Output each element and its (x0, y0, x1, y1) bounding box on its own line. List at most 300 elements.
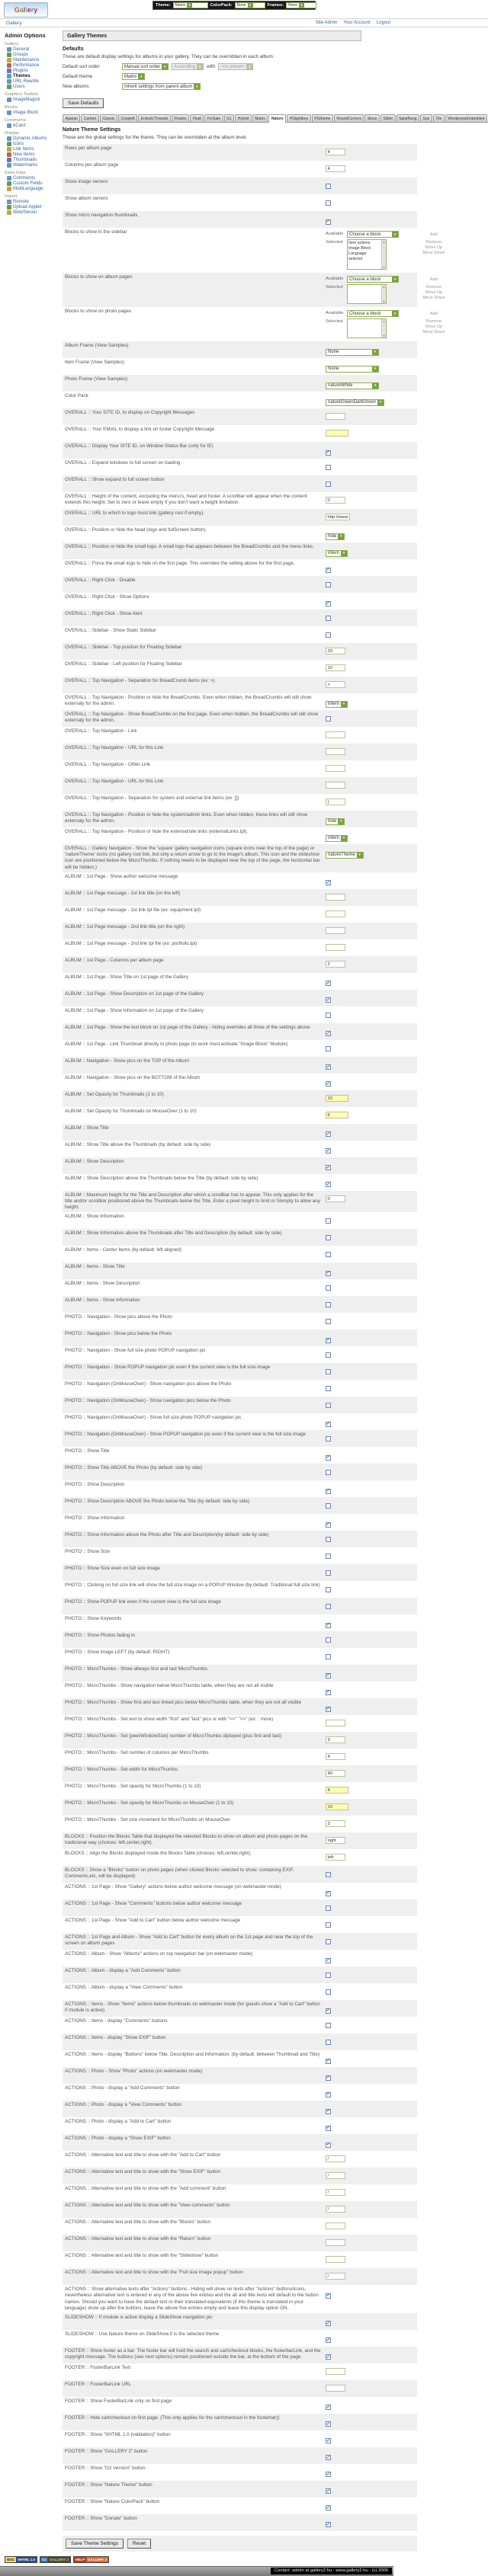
checkbox-unchecked[interactable] (326, 1319, 331, 1324)
dropdown-hide[interactable] (326, 533, 345, 540)
topbar-select-theme[interactable] (173, 2, 208, 8)
tab-splatrang[interactable]: SplatRang (396, 114, 419, 122)
sidebar-item-custom-fields[interactable] (7, 181, 58, 186)
setting-control (326, 645, 415, 658)
settings-row (63, 610, 417, 626)
settings-row (63, 1950, 417, 1966)
sidebar-item-thumbnails[interactable] (7, 158, 58, 162)
setting-label: OVERALL :: Top Navigation - Separation for system and external link items (ex: []) (65, 795, 239, 801)
checkbox-checked[interactable]: ✔ (326, 1522, 331, 1528)
settings-row (63, 794, 417, 811)
dropdown-value: None (328, 350, 339, 354)
scroll-up-icon[interactable]: ▲ (382, 240, 386, 244)
dropdown-none[interactable] (326, 349, 379, 356)
setting-control (326, 874, 415, 888)
theme-tabs (63, 114, 488, 123)
text-input[interactable]: / (326, 2172, 345, 2179)
checkbox-unchecked[interactable] (326, 582, 331, 587)
sidebar-item-new-items[interactable] (7, 152, 58, 157)
text-input[interactable] (326, 2385, 345, 2392)
checkbox-unchecked[interactable] (326, 1302, 331, 1307)
settings-row (63, 1899, 417, 1916)
dropdown-no-preset[interactable] (218, 63, 253, 70)
checkbox-checked[interactable]: ✔ (326, 2075, 331, 2081)
checkbox-unchecked[interactable] (326, 1503, 331, 1509)
checkbox-checked[interactable]: ✔ (326, 2488, 331, 2494)
setting-control (326, 2203, 415, 2216)
sidebar-item-performance[interactable] (7, 63, 58, 68)
setting-control (326, 274, 445, 306)
remove-block-link[interactable]: Remove (425, 285, 442, 290)
sidebar-item-groups[interactable] (7, 53, 58, 57)
setting-label: OVERALL :: Top Navigation - Position or hide the system/admin links. Even when hidden, these links will still show externaly for the admin. (65, 812, 308, 824)
sidebar-item-plugins[interactable] (7, 69, 58, 73)
move-up-link[interactable]: Move Up (425, 290, 442, 295)
checkbox-unchecked[interactable] (326, 1470, 331, 1475)
sidebar-item-ecard[interactable] (7, 123, 58, 128)
text-input[interactable] (326, 2368, 345, 2375)
checkbox-checked[interactable]: ✔ (326, 1673, 331, 1678)
topbar-label-colorpack: ColorPack: (210, 3, 233, 8)
sidebar-item-imagemagick[interactable] (7, 98, 58, 102)
checkbox-unchecked[interactable] (326, 1604, 331, 1609)
checkbox-unchecked[interactable] (326, 1906, 331, 1911)
setting-label: ACTIONS :: Alternative text and title to show with the "Add to Cart" button (65, 2152, 221, 2158)
tab-pgtheme[interactable]: PGtheme (312, 114, 333, 122)
dropdown-manual-sort-order[interactable] (122, 63, 169, 70)
checkbox-unchecked[interactable] (326, 1046, 331, 1051)
checkbox-unchecked[interactable] (326, 1554, 331, 1559)
dropdown-choose-a-block[interactable] (347, 276, 399, 283)
setting-label: PHOTO :: Show Title (65, 1448, 110, 1454)
checkbox-checked[interactable]: ✔ (326, 2438, 331, 2443)
checkbox-unchecked[interactable] (326, 1369, 331, 1374)
dropdown-intern[interactable] (326, 701, 348, 708)
checkbox-unchecked[interactable] (326, 1403, 331, 1408)
sidebar-item-themes[interactable] (7, 74, 58, 78)
footer-badge-gallery-2[interactable] (40, 2556, 71, 2563)
sidebar-item-link-items[interactable] (7, 147, 58, 152)
text-input[interactable]: 3 (326, 1820, 345, 1827)
link-your-account[interactable]: Your Account (343, 21, 371, 25)
checkbox-checked[interactable]: ✔ (326, 1690, 331, 1695)
text-input[interactable]: right (326, 1837, 345, 1844)
text-input[interactable]: 10 (326, 1095, 348, 1102)
tab-eclecticthreads[interactable]: EclecticThreads (138, 114, 171, 122)
sidebar-item-comments[interactable] (7, 176, 58, 181)
checkbox-checked[interactable]: ✔ (326, 2405, 331, 2410)
checkbox-unchecked[interactable] (326, 1218, 331, 1224)
checkbox-checked[interactable]: ✔ (326, 1707, 331, 1712)
text-input[interactable]: | (326, 798, 345, 805)
defaults-fields (63, 63, 488, 90)
checkbox-checked[interactable]: ✔ (326, 1422, 331, 1427)
text-input[interactable] (326, 910, 345, 917)
tab-slider[interactable]: Slider (380, 114, 396, 122)
setting-label: OVERALL :: Show expand to full screen button (65, 477, 165, 482)
text-input[interactable]: 4 (326, 1753, 345, 1760)
settings-row (63, 1074, 417, 1090)
thumbnails-icon (7, 158, 11, 162)
tab-sun[interactable]: Sun (420, 114, 432, 122)
text-input[interactable]: 4 (326, 165, 345, 172)
sidebar-item-multilanguage[interactable] (7, 187, 58, 191)
text-input[interactable]: 0 (326, 497, 345, 504)
text-input[interactable]: 40 (326, 1770, 345, 1777)
dropdown-none[interactable] (326, 366, 379, 373)
checkbox-checked[interactable]: ✔ (326, 2505, 331, 2510)
tab-wordpressembedded[interactable]: WordpressEmbedded (445, 114, 487, 122)
text-input[interactable]: 6 (326, 1112, 348, 1118)
setting-label: ACTIONS :: Items - display "Comments" buttons (65, 2018, 168, 2024)
checkbox-checked[interactable]: ✔ (326, 1165, 331, 1170)
checkbox-checked[interactable]: ✔ (326, 2293, 331, 2299)
save-defaults-button[interactable]: Save Defaults (63, 98, 104, 108)
setting-control (326, 795, 415, 809)
checkbox-checked[interactable]: ✔ (326, 2338, 331, 2343)
checkbox-checked[interactable]: ✔ (326, 1031, 331, 1036)
settings-row (63, 2330, 417, 2347)
tab-fluid[interactable]: Fluid (190, 114, 204, 122)
tab-matrix[interactable]: Matrix (252, 114, 268, 122)
sidebar-item-url-rewrite[interactable] (7, 79, 58, 84)
sidebar-item-maintenance[interactable] (7, 58, 58, 62)
dropdown-naturetheme[interactable] (326, 852, 364, 859)
settings-row (63, 358, 417, 375)
checkbox-unchecked[interactable] (326, 1939, 331, 1944)
sidebar-item-dynamic-albums[interactable] (7, 136, 58, 141)
dropdown-ascending[interactable] (172, 63, 204, 70)
checkbox-checked[interactable]: ✔ (326, 2092, 331, 2098)
checkbox-unchecked[interactable] (326, 1989, 331, 1995)
badge-right-text: GALLERY 2 (87, 2557, 107, 2562)
tab-tile[interactable]: Tile (433, 114, 445, 122)
checkbox-checked[interactable]: ✔ (326, 1148, 331, 1154)
text-input[interactable]: / (326, 2155, 345, 2162)
checkbox-unchecked[interactable] (326, 184, 331, 189)
checkbox-unchecked[interactable] (326, 2023, 331, 2028)
blocks-selected-row (326, 318, 445, 338)
text-input[interactable] (326, 748, 345, 755)
gallery-logo[interactable] (4, 2, 48, 18)
checkbox-unchecked[interactable] (326, 1570, 331, 1576)
move-up-link[interactable]: Move Up (425, 245, 442, 250)
setting-label: ALBUM :: Show Description (65, 1158, 124, 1164)
settings-row (63, 1866, 417, 1883)
settings-row (63, 2447, 417, 2464)
checkbox-checked[interactable]: ✔ (326, 2142, 331, 2148)
text-input[interactable]: http://www (326, 514, 350, 520)
text-input[interactable] (326, 413, 345, 420)
sidebar-item-general[interactable] (7, 47, 58, 52)
tab-roundcorners[interactable]: RoundCorners (334, 114, 364, 122)
dropdown-intern[interactable] (326, 835, 348, 842)
topbar-select-colorpack[interactable] (235, 2, 265, 8)
setting-label: ALBUM :: Maximum height for the Title and Description after which a scrollbar has to appear. This only applies for the title and/or scrollbar positioned above the Thumbnails below the Title. Enter a pixel height to limit or 0/empty to allow any height. (65, 1192, 320, 1211)
settings-row (63, 811, 417, 827)
settings-row (63, 1782, 417, 1799)
checkbox-checked[interactable]: ✔ (326, 1182, 331, 1187)
checkbox-unchecked[interactable] (326, 200, 331, 206)
tab-copyleft[interactable]: Copyleft (118, 114, 137, 122)
scroll-down-icon[interactable]: ▼ (382, 334, 386, 338)
upload-applet-icon (7, 205, 11, 210)
text-input[interactable]: 9 (326, 1736, 345, 1743)
dropdown-matrix[interactable] (122, 73, 145, 80)
checkbox-checked[interactable]: ✔ (326, 601, 331, 606)
checkbox-unchecked[interactable] (326, 1013, 331, 1018)
scroll-down-icon[interactable]: ▼ (382, 299, 386, 303)
tab-pglightbox[interactable]: PGlightbox (287, 114, 310, 122)
checkbox-checked[interactable]: ✔ (326, 880, 331, 885)
checkbox-checked[interactable]: ✔ (326, 1455, 331, 1461)
setting-control (326, 360, 415, 373)
add-block-link[interactable]: Add (430, 312, 438, 316)
text-input[interactable] (326, 765, 345, 772)
checkbox-unchecked[interactable] (326, 1252, 331, 1257)
groups-icon (7, 53, 11, 57)
tab-hybrid[interactable]: Hybrid (235, 114, 251, 122)
checkbox-checked[interactable]: ✔ (326, 568, 331, 572)
setting-control (326, 2119, 415, 2133)
text-input[interactable] (326, 927, 345, 934)
list-item[interactable]: Image Block (348, 246, 371, 251)
move-up-link[interactable]: Move Up (425, 325, 442, 329)
text-input[interactable]: > (326, 681, 345, 688)
setting-label: ACTIONS :: Alternative text and title to show with the "Full size image popup" button (65, 2270, 243, 2276)
footer-badge-xhtml-1-0[interactable] (5, 2556, 37, 2563)
list-item[interactable]: Language selector (348, 251, 367, 262)
setting-label: ACTIONS :: Photo - display a "View Comments" button (65, 2102, 182, 2108)
checkbox-unchecked[interactable] (326, 1637, 331, 1643)
checkbox-checked[interactable]: ✔ (326, 1891, 331, 1896)
tab-classic[interactable]: Classic (100, 114, 117, 122)
checkbox-checked[interactable]: ✔ (326, 1064, 331, 1070)
tab-nature[interactable]: Nature (268, 114, 286, 123)
sidebar-item-image-block[interactable] (7, 110, 58, 115)
link-logout[interactable]: Logout (376, 21, 390, 25)
sidebar-item-upload-applet[interactable] (7, 205, 58, 210)
dropdown-naturegreendarkgreen[interactable] (326, 399, 384, 406)
checkbox-unchecked[interactable] (326, 1352, 331, 1358)
dropdown-choose-a-block[interactable] (347, 310, 399, 317)
selected-blocks-list[interactable] (347, 239, 387, 270)
tab-siriux[interactable]: Siriux (364, 114, 380, 122)
dropdown-hide[interactable] (326, 818, 345, 825)
setting-control (326, 477, 415, 491)
remove-block-link[interactable]: Remove (425, 319, 442, 324)
dropdown-choose-a-block[interactable] (347, 231, 399, 238)
text-input[interactable] (326, 944, 345, 951)
dropdown-naturewhite[interactable] (326, 382, 379, 389)
listbox-scrollbar[interactable] (381, 319, 386, 338)
settings-row (63, 1933, 417, 1950)
add-block-link[interactable]: Add (430, 232, 438, 237)
text-input[interactable] (326, 894, 345, 901)
tab-floatrix[interactable]: Floatrix (172, 114, 189, 122)
checkbox-unchecked[interactable] (326, 1587, 331, 1592)
text-input[interactable]: 4 (326, 1787, 348, 1794)
checkbox-checked[interactable]: ✔ (326, 981, 331, 986)
checkbox-checked[interactable]: ✔ (326, 2321, 331, 2326)
checkbox-unchecked[interactable] (326, 616, 331, 621)
checkbox-unchecked[interactable] (326, 1235, 331, 1240)
setting-control (326, 1851, 415, 1864)
checkbox-unchecked[interactable] (326, 2040, 331, 2045)
remove-block-link[interactable]: Remove (425, 240, 442, 245)
sidebar-item-remote[interactable] (7, 200, 58, 204)
checkbox-checked[interactable]: ✔ (326, 2059, 331, 2064)
checkbox-unchecked[interactable] (326, 1922, 331, 1928)
list-item[interactable]: Item actions (348, 241, 371, 245)
checkbox-checked[interactable]: ✔ (326, 2008, 331, 2014)
checkbox-checked[interactable]: ✔ (326, 1958, 331, 1963)
dropdown-inherit-settings-from-parent-album[interactable] (122, 83, 201, 90)
text-input[interactable]: 4 (326, 149, 345, 155)
setting-label: PHOTO :: Navigation - Show POPUP navigation pic even if the current view is the full size image (65, 1365, 271, 1371)
checkbox-checked[interactable]: ✔ (326, 1489, 331, 1494)
text-input[interactable]: / (326, 2206, 345, 2213)
text-input[interactable] (326, 1720, 345, 1726)
move-down-link[interactable]: Move Down (422, 330, 445, 334)
setting-control (326, 1214, 415, 1227)
topbar-select-frames[interactable] (286, 2, 316, 8)
setting-control (326, 661, 415, 675)
settings-row (63, 392, 417, 408)
text-input[interactable]: / (326, 2273, 345, 2280)
scroll-up-icon[interactable]: ▲ (382, 285, 386, 289)
setting-label: ACTIONS :: Alternative text and title to show with the "Show EXIF" button (65, 2169, 220, 2175)
listbox-scrollbar[interactable] (381, 285, 386, 303)
setting-label: ALBUM :: 1st Page - Link Thumbnail directly to photo page (to work must activate "Image Block" Module) (65, 1041, 288, 1047)
checkbox-unchecked[interactable] (326, 1285, 331, 1291)
tab-carbon[interactable]: Carbon (81, 114, 98, 122)
checkbox-checked[interactable]: ✔ (326, 450, 331, 455)
scroll-up-icon[interactable]: ▲ (382, 319, 386, 323)
text-input[interactable]: 10 (326, 1803, 348, 1810)
setting-label: PHOTO :: Navigation (OnMouseOver) - Show POPUP navigation pic even if the current view is the full size image (65, 1432, 307, 1438)
checkbox-checked[interactable]: ✔ (326, 2354, 331, 2360)
tab-ajaxian[interactable]: Ajaxian (63, 114, 80, 122)
checkbox-checked[interactable]: ✔ (326, 2522, 331, 2527)
settings-row (63, 1581, 417, 1598)
text-input[interactable]: 20 (326, 648, 345, 654)
reset-button[interactable]: Reset (127, 2539, 151, 2549)
sidebar-item-watermarks[interactable] (7, 163, 58, 168)
setting-control (326, 2315, 415, 2328)
settings-row (63, 1040, 417, 1057)
link-site-admin[interactable]: Site Admin (315, 21, 338, 25)
badge-right-text: XHTML 1.0 (18, 2557, 35, 2562)
selected-blocks-list[interactable] (347, 284, 387, 304)
setting-label: ALBUM :: Items - Show Description (65, 1281, 140, 1287)
checkbox-unchecked[interactable] (326, 632, 331, 638)
checkbox-unchecked[interactable] (326, 716, 331, 722)
listbox-scrollbar[interactable] (381, 240, 386, 269)
text-input[interactable]: left (326, 1854, 345, 1861)
checkbox-checked[interactable]: ✔ (326, 1081, 331, 1086)
settings-row (63, 1191, 417, 1213)
breadcrumb[interactable]: Gallery (6, 20, 22, 26)
text-input[interactable] (326, 2222, 345, 2229)
checkbox-checked[interactable]: ✔ (326, 219, 331, 224)
text-input[interactable]: 10 (326, 664, 345, 671)
checkbox-checked[interactable]: ✔ (326, 1131, 331, 1137)
multilanguage-icon (7, 187, 11, 191)
checkbox-checked[interactable]: ✔ (326, 2421, 331, 2427)
setting-label: PHOTO :: Show Information above the Photo after Title and Description(by default: side by side) (65, 1532, 269, 1538)
checkbox-checked[interactable]: ✔ (326, 2109, 331, 2114)
move-down-link[interactable]: Move Down (422, 296, 445, 300)
checkbox-unchecked[interactable] (326, 465, 331, 470)
checkbox-checked[interactable]: ✔ (326, 2126, 331, 2131)
sidebar-item-icons[interactable] (7, 142, 58, 146)
setting-control (326, 2035, 415, 2049)
settings-row (63, 2168, 417, 2184)
checkbox-unchecked[interactable] (326, 482, 331, 487)
settings-row (63, 526, 417, 542)
setting-label: OVERALL :: Sidebar - Left position for Floating Sidebar (65, 661, 182, 667)
checkbox-unchecked[interactable] (326, 1537, 331, 1542)
setting-label: Columns per album page (65, 162, 119, 168)
checkbox-unchecked[interactable] (326, 1436, 331, 1442)
text-input[interactable] (326, 782, 345, 789)
text-input[interactable]: / (326, 2189, 345, 2196)
badge-left-text: G2 (41, 2557, 47, 2562)
checkbox-checked[interactable]: ✔ (326, 1271, 331, 1276)
sidebar-item-label: ImageMagick (13, 98, 40, 102)
settings-row (63, 1816, 417, 1832)
setting-label: OVERALL :: Right Click - Disable (65, 578, 136, 583)
checkbox-checked[interactable]: ✔ (326, 2472, 331, 2477)
custom-fields-icon (7, 181, 11, 186)
add-block-link[interactable]: Add (430, 277, 438, 282)
checkbox-unchecked[interactable] (326, 1386, 331, 1391)
text-input[interactable] (326, 2256, 345, 2263)
checkbox-checked[interactable]: ✔ (326, 997, 331, 1003)
text-input[interactable]: 0 (326, 1195, 345, 1202)
footer-badge-gallery-2[interactable] (73, 2556, 109, 2563)
checkbox-unchecked[interactable] (326, 1872, 331, 1877)
tab-forsale[interactable]: ForSale (204, 114, 223, 122)
checkbox-checked[interactable]: ✔ (326, 2455, 331, 2460)
checkbox-checked[interactable]: ✔ (326, 1338, 331, 1343)
selected-blocks-list[interactable] (347, 318, 387, 338)
setting-label: OVERALL :: Top Navigation - Show BreadCrumbs on the first page. Even when hidden, the BreadCrumbs will still show externaly for the admin. (65, 712, 319, 724)
setting-label: ACTIONS :: Alternative text and title to show with the "Blocks" button (65, 2219, 211, 2226)
sidebar-item-users[interactable] (7, 85, 58, 89)
text-input[interactable] (326, 731, 345, 738)
checkbox-unchecked[interactable] (326, 1973, 331, 1978)
move-down-link[interactable]: Move Down (422, 251, 445, 255)
settings-row (63, 1296, 417, 1313)
text-input[interactable] (326, 430, 348, 437)
setting-label: OVERALL :: Display Your SITE ID, on Window Status Bar (only for IE) (65, 443, 214, 449)
tab-g1[interactable]: G1 (224, 114, 235, 122)
available-label: Available (326, 232, 344, 236)
sidebar-item-web-server[interactable] (7, 210, 58, 215)
checkbox-unchecked[interactable] (326, 1654, 331, 1659)
text-input[interactable] (326, 2239, 345, 2246)
setting-control (326, 611, 415, 625)
scroll-down-icon[interactable]: ▼ (382, 265, 386, 269)
text-input[interactable]: 2 (326, 961, 345, 968)
dropdown-intern[interactable] (326, 550, 348, 557)
checkbox-checked[interactable]: ✔ (326, 1623, 331, 1628)
settings-row (63, 2017, 417, 2034)
settings-row (63, 693, 417, 710)
save-theme-settings-button[interactable]: Save Theme Settings (66, 2539, 124, 2549)
